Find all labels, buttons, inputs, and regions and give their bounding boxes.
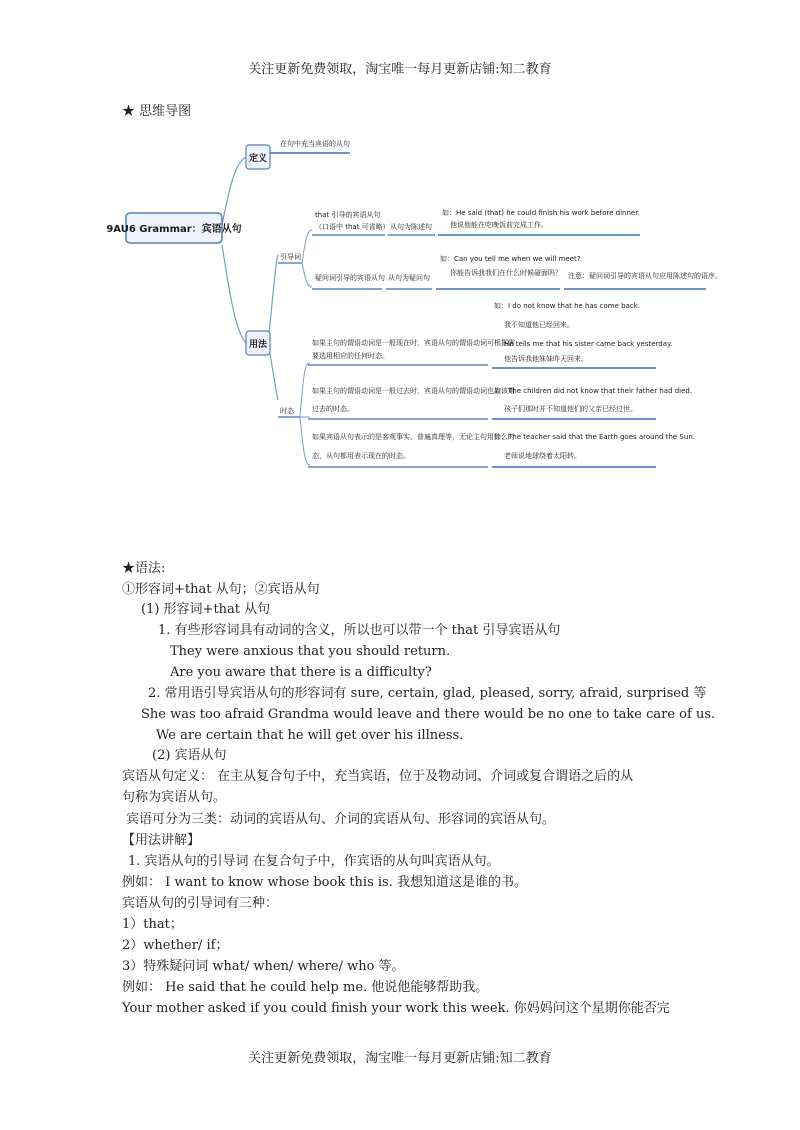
page-footer: 关注更新免费领取，淘宝唯一每月更新店铺:知二教育 (248, 1051, 552, 1066)
svg-text:时态: 时态 (280, 407, 294, 415)
body-line: 例如： I want to know whose book this is. 我想知道这是谁的书。 (122, 875, 527, 890)
ex1-line2: 我不知道他已经回来。 (504, 321, 574, 329)
definition-text: 在句中充当宾语的从句 (280, 140, 350, 148)
mindmap-section-title: ★ 思维导图 (122, 104, 192, 119)
ex2-line2: 孩子们那时并不知道他们的父亲已经过世。 (504, 405, 637, 413)
ex1-line1: 如：I do not know that he has come back. (494, 302, 641, 310)
ex3-line1: 如：The teacher said that the Earth goes around the Sun. (494, 433, 695, 441)
svg-text:用法: 用法 (248, 340, 268, 350)
wh-note: 注意：疑问词引导的宾语从句应用陈述句的语序。 (568, 272, 722, 280)
page-header: 关注更新免费领取，淘宝唯一每月更新店铺:知二教育 (248, 62, 552, 77)
rule3-line2: 态，从句都用表示现在的时态。 (312, 452, 410, 460)
mind-map (106, 125, 722, 485)
body-line: We are certain that he will get over his illness. (156, 728, 464, 743)
body-line: 句称为宾语从句。 (122, 790, 227, 805)
body-line: 2. 常用语引导宾语从句的形容词有 sure, certain, glad, pleased, sorry, afraid, surprised 等 (148, 686, 707, 701)
svg-text:定义: 定义 (248, 154, 268, 164)
body-line: 宾语从句定义： 在主从复合句子中，充当宾语，位于及物动词、介词或复合谓语之后的从 (122, 769, 634, 784)
rule2-line2: 过去的时态。 (312, 405, 354, 413)
rule1-line1: 如果主句的谓语动词是一般现在时，宾语从句的谓语动词可根据需 (312, 339, 515, 347)
body-line: 1. 宾语从句的引导词 在复合句子中，作宾语的从句叫宾语从句。 (128, 854, 500, 869)
body-line: Your mother asked if you could finish your work this week. 你妈妈问这个星期你能否完 (122, 1001, 670, 1016)
grammar-heading: ★语法: (122, 561, 166, 576)
wh-clause: 疑问词引导的宾语从句 (315, 274, 385, 282)
ex2-line1: 如：The children did not know that their father had died. (494, 387, 693, 395)
that-example-en: 如：He said (that) he could finish his work before dinner. (442, 209, 640, 217)
ex1-line4: 他告诉我他妹妹昨天回来。 (504, 355, 588, 363)
wh-example-en: 如：Can you tell me when we will meet? (440, 255, 581, 263)
that-type: 从句为陈述句 (390, 223, 432, 231)
body-line: 3）特殊疑问词 what/ when/ where/ who 等。 (122, 959, 405, 974)
body-line: 2）whether/ if； (122, 938, 229, 953)
wh-example-zh: 你能告诉我我们在什么时候碰面吗？ (450, 269, 562, 277)
body-line: Are you aware that there is a difficulty? (170, 665, 432, 680)
body-line: 【用法讲解】 (122, 833, 201, 848)
body-line: 宾语从句的引导词有三种： (122, 896, 279, 911)
definition-node (246, 139, 350, 169)
rule2-line1: 如果主句的谓语动词是一般过去时，宾语从句的谓语动词也应该用 (312, 387, 515, 395)
shitai-branch (278, 301, 695, 467)
that-clause-line2: （口语中 that 可省略） (315, 223, 390, 231)
body-line: (2) 宾语从句 (152, 748, 227, 763)
rule3-line1: 如果宾语从句表示的是客观事实、普遍真理等，无论主句用什么时 (312, 433, 515, 441)
body-line: 例如： He said that he could help me. 他说他能够帮助我。 (122, 980, 489, 995)
root-label: 9AU6 Grammar：宾语从句 (106, 224, 242, 235)
root-node (106, 213, 241, 243)
body-line: 1. 有些形容词具有动词的含义，所以也可以带一个 that 引导宾语从句 (158, 623, 561, 638)
usage-node (246, 331, 270, 355)
body-line: ①形容词+that 从句；②宾语从句 (122, 582, 320, 597)
body-line: They were anxious that you should return. (170, 644, 451, 659)
body-line: 1）that； (122, 917, 183, 932)
that-clause-line1: that 引导的宾语从句 (315, 211, 381, 219)
body-line: She was too afraid Grandma would leave and there would be no one to take care of us. (141, 707, 716, 722)
wh-type: 从句为疑问句 (388, 274, 430, 282)
that-example-zh: 他说他能在吃晚饭前完成工作。 (450, 221, 548, 229)
body-line: 宾语可分为三类：动词的宾语从句、介词的宾语从句、形容词的宾语从句。 (126, 812, 556, 827)
svg-text:引导词: 引导词 (280, 253, 301, 261)
ex1-line3: He tells me that his sister came back yesterday. (504, 340, 673, 348)
rule1-line2: 要选用相应的任何时态。 (312, 352, 389, 360)
body-line: (1) 形容词+that 从句 (141, 602, 271, 617)
yindaoci-branch (278, 208, 722, 289)
ex3-line2: 老师说地球绕着太阳转。 (504, 452, 581, 460)
